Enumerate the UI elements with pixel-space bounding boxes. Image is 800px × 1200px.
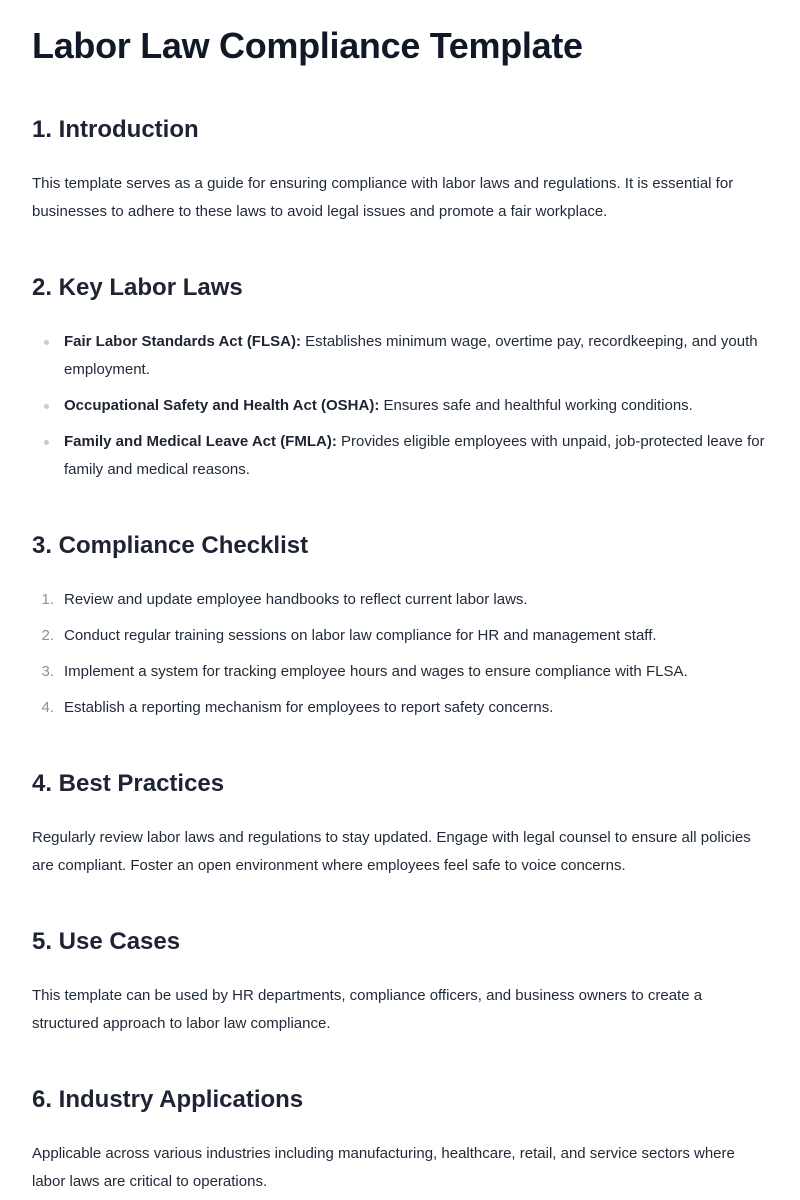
section-heading: 5. Use Cases [32, 928, 181, 955]
checklist-item [32, 622, 768, 650]
list-item [32, 328, 768, 384]
section-paragraph: Regularly review labor laws and regulations to stay updated. Engage with legal counsel to ensure all policies are compliant. Foster an open environment where employees feel safe to voice concerns. [32, 829, 751, 874]
bullet-icon [44, 404, 49, 409]
section-heading: 6. Industry Applications [32, 1086, 304, 1113]
law-description: Ensures safe and healthful working conditions. [383, 397, 693, 414]
section-key-labor-laws [32, 272, 768, 484]
bullet-icon [44, 440, 49, 445]
section-heading: 3. Compliance Checklist [32, 532, 309, 559]
section-heading: 2. Key Labor Laws [32, 274, 243, 301]
key-laws-list [32, 328, 768, 484]
page-title: Labor Law Compliance Template [32, 25, 583, 66]
item-text: Implement a system for tracking employee hours and wages to ensure compliance with FLSA. [64, 663, 688, 680]
item-number: 4. [41, 699, 54, 716]
item-number: 2. [41, 627, 54, 644]
section-paragraph: This template can be used by HR departments, compliance officers, and business owners to create a structured approach to labor law compliance. [32, 987, 703, 1032]
section-industry-applications [32, 1084, 768, 1196]
law-description: Provides eligible employees with unpaid, job-protected leave for family and medical reasons. [64, 433, 765, 478]
bullet-icon [44, 340, 49, 345]
item-number: 3. [41, 663, 54, 680]
law-name: Occupational Safety and Health Act (OSHA): [64, 397, 380, 414]
item-text: Review and update employee handbooks to reflect current labor laws. [64, 591, 528, 608]
item-number: 1. [41, 591, 54, 608]
law-description: Establishes minimum wage, overtime pay, recordkeeping, and youth employment. [64, 333, 758, 378]
section-heading: 1. Introduction [32, 116, 199, 143]
item-text: Conduct regular training sessions on labor law compliance for HR and management staff. [64, 627, 657, 644]
law-name: Fair Labor Standards Act (FLSA): [64, 333, 301, 350]
section-use-cases [32, 926, 768, 1038]
checklist-item [32, 694, 768, 722]
section-compliance-checklist [32, 530, 768, 722]
section-introduction [32, 114, 768, 226]
list-item [32, 428, 768, 484]
law-name: Family and Medical Leave Act (FMLA): [64, 433, 337, 450]
item-text: Establish a reporting mechanism for employees to report safety concerns. [64, 699, 554, 716]
section-paragraph: Applicable across various industries including manufacturing, healthcare, retail, and service sectors where labor laws are critical to operations. [32, 1145, 735, 1190]
checklist [32, 586, 768, 722]
checklist-item [32, 586, 768, 614]
section-best-practices [32, 768, 768, 880]
section-paragraph: This template serves as a guide for ensuring compliance with labor laws and regulations. It is essential for businesses to adhere to these laws to avoid legal issues and promote a fair workplace. [32, 175, 734, 220]
section-heading: 4. Best Practices [32, 770, 225, 797]
list-item [32, 392, 768, 420]
checklist-item [32, 658, 768, 686]
